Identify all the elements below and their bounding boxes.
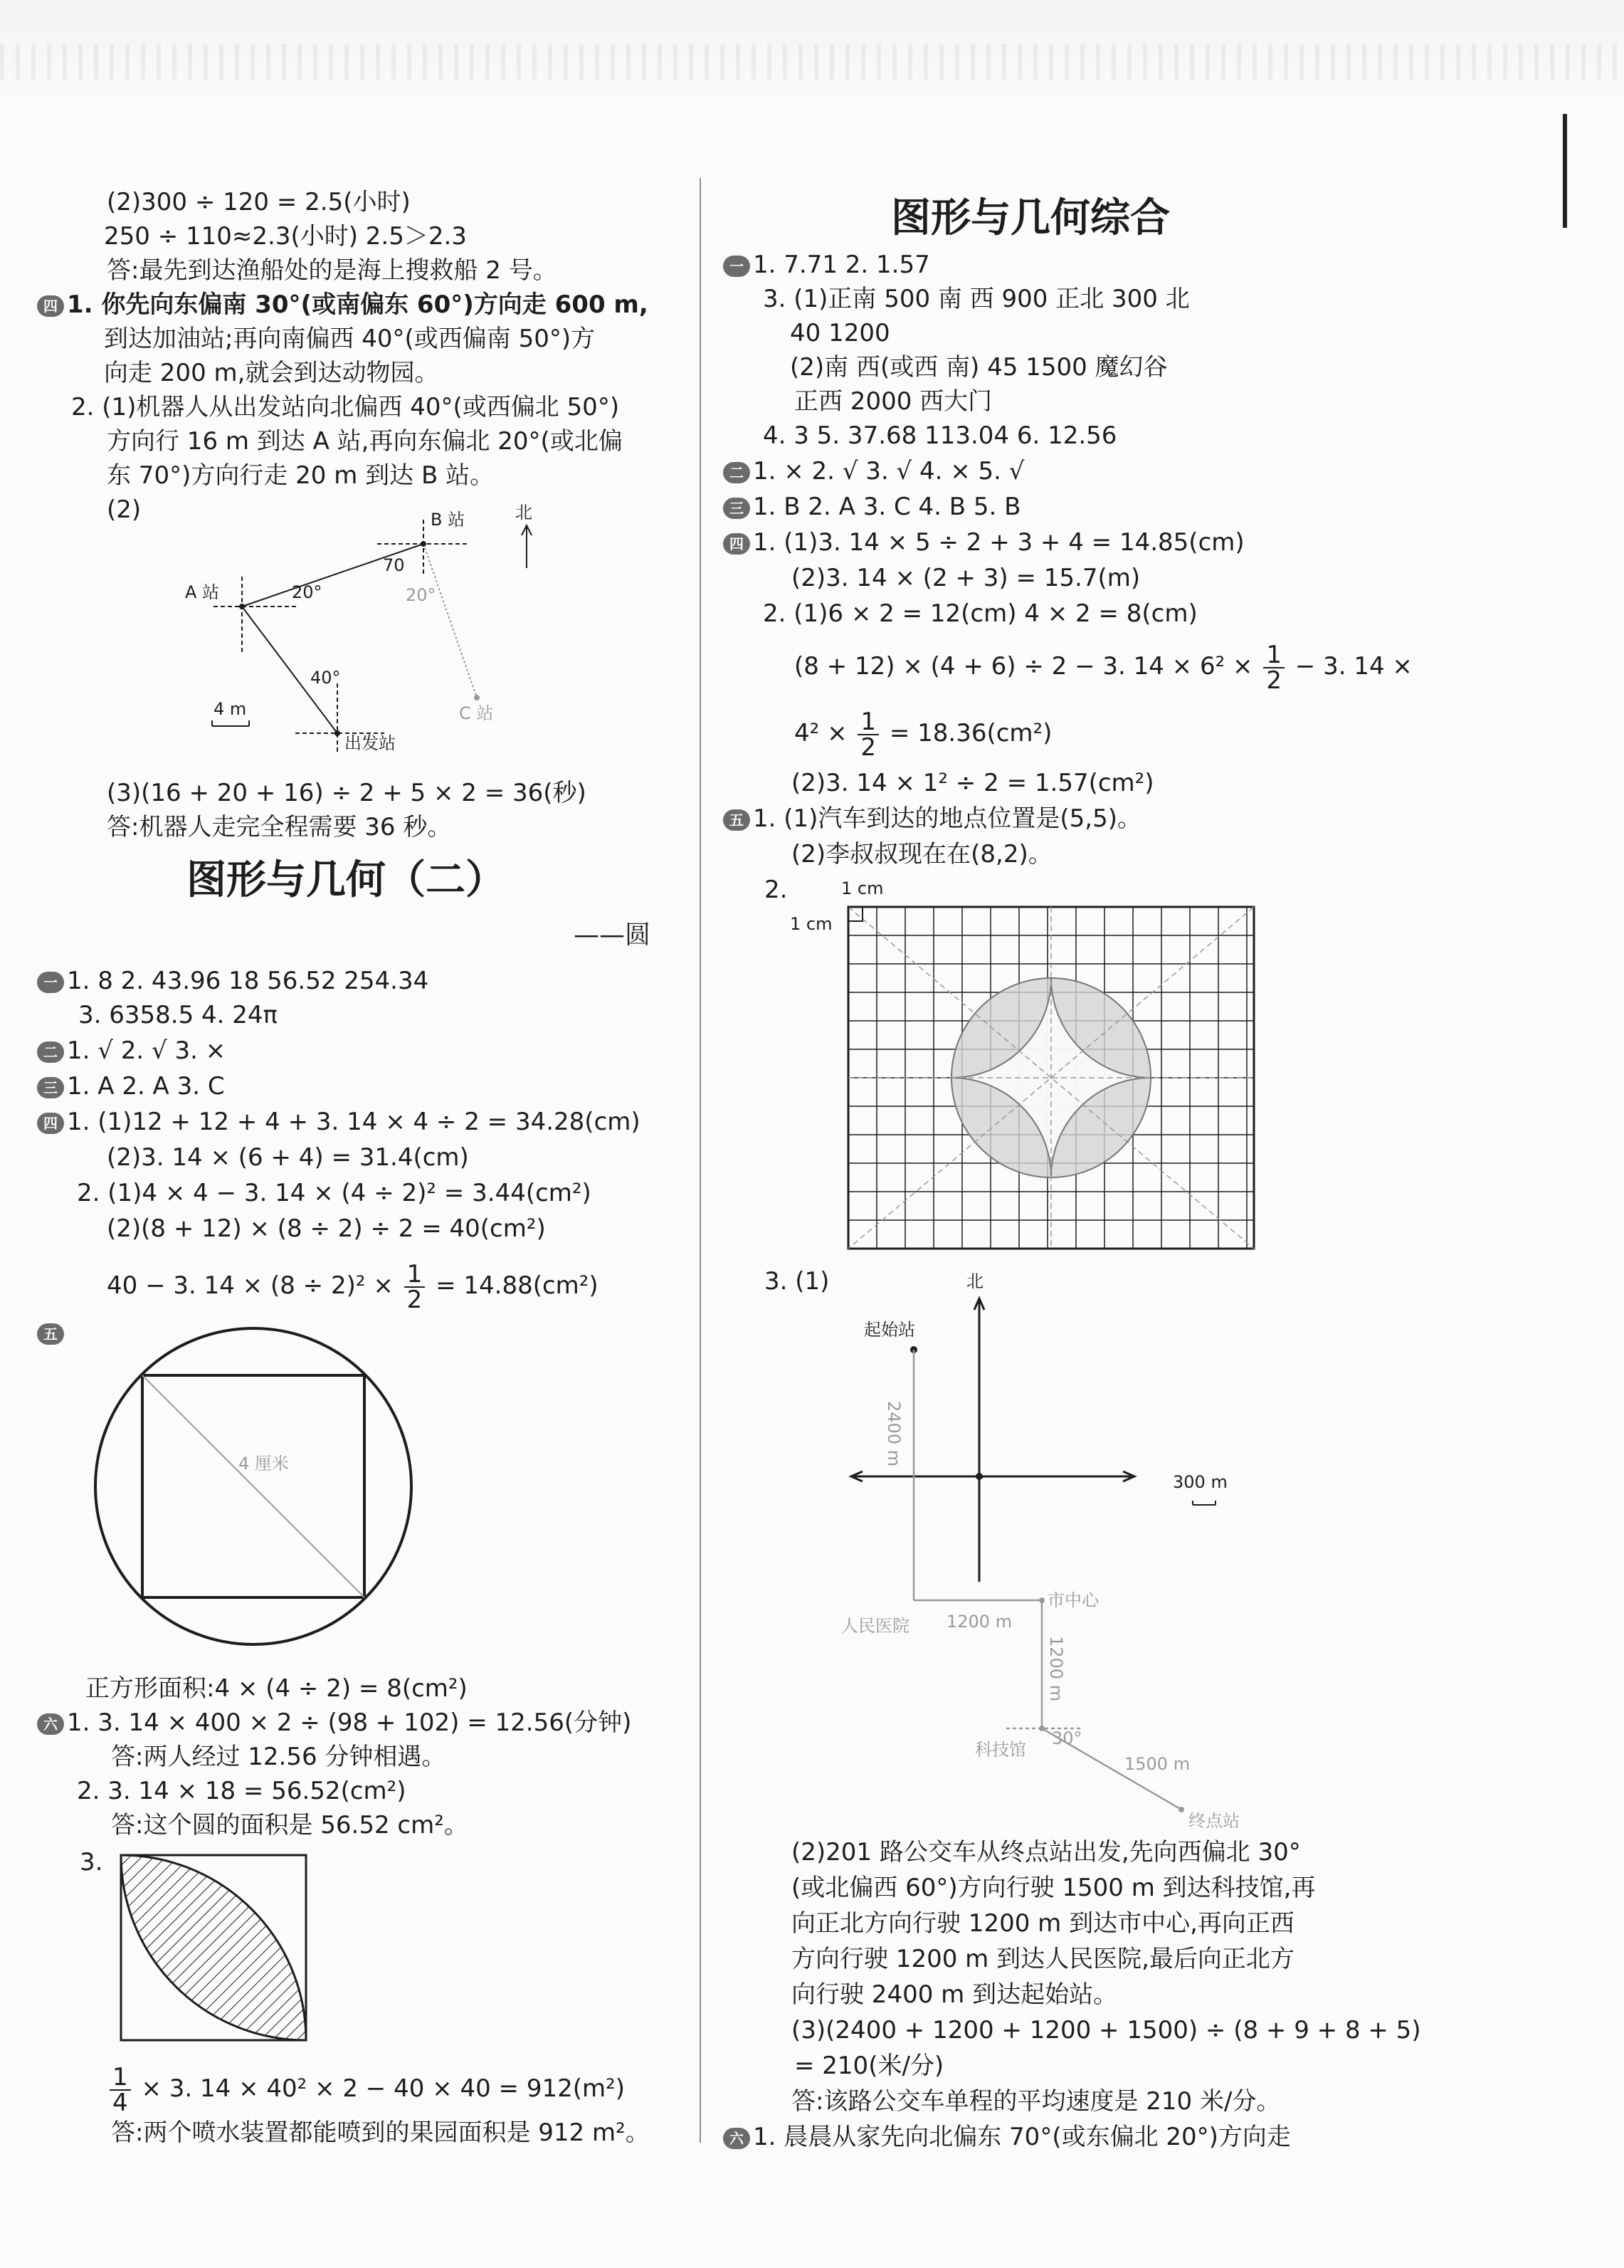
text-line: 向正北方向行驶 1200 m 到达市中心,再向正西 [791, 1909, 1295, 1938]
answer-line: 二 1. × 2. √ 3. √ 4. × 5. √ [723, 456, 1024, 487]
answer-line [37, 1317, 67, 1348]
text-line: (2)南 西(或西 南) 45 1500 魔幻谷 [790, 353, 1168, 382]
section-badge: 四 [37, 295, 64, 317]
label-a-station: A 站 [185, 582, 220, 602]
page-edge-mark [1563, 114, 1567, 228]
section-badge: 一 [37, 972, 64, 993]
text-line: 到达加油站;再向南偏西 40°(或西偏南 50°)方 [104, 325, 596, 353]
text-line: 正方形面积:4 × (4 ÷ 2) = 8(cm²) [85, 1674, 468, 1703]
distance-1500: 1500 m [1124, 1754, 1191, 1774]
scale-label: 300 m [1173, 1472, 1228, 1492]
answer-line: 六 1. 3. 14 × 400 × 2 ÷ (98 + 102) = 12.56(分钟) [37, 1707, 631, 1738]
section-badge: 二 [37, 1041, 64, 1063]
section-badge: 三 [37, 1077, 64, 1098]
origin-station-label: 起始站 [864, 1320, 915, 1340]
text-line: 答:这个圆的面积是 56.52 cm²。 [111, 1811, 468, 1839]
text-line: (2)3. 14 × 1² ÷ 2 = 1.57(cm²) [791, 769, 1154, 797]
text-line: (2)3. 14 × (6 + 4) = 31.4(cm) [107, 1143, 469, 1172]
grid-unit-top: 1 cm [841, 878, 884, 898]
text-line: = 210(米/分) [794, 2052, 944, 2080]
fraction-line: 4² × $\frac{1}{2}$ = 18.36(cm²) [794, 707, 1053, 762]
answer-line: 五 1. (1)汽车到达的地点位置是(5,5)。 [723, 803, 1141, 834]
terminal-label: 终点站 [1188, 1811, 1240, 1831]
section-title: 图形与几何（二） [186, 856, 505, 903]
scan-noise [0, 44, 1624, 80]
section-badge: 四 [723, 533, 750, 555]
text-line: 250 ÷ 110≈2.3(小时) 2.5＞2.3 [104, 222, 467, 251]
label-start-station: 出发站 [344, 733, 396, 753]
answer-line: 三 1. A 2. A 3. C [37, 1071, 225, 1102]
text-line: 正西 2000 西大门 [794, 387, 993, 416]
circle-square-figure [85, 1323, 427, 1650]
section-badge: 二 [723, 462, 750, 483]
distance-1200-a: 1200 m [947, 1612, 1013, 1632]
text-line: 2. (1)6 × 2 = 12(cm) 4 × 2 = 8(cm) [763, 599, 1198, 628]
answer-line: 六 1. 晨晨从家先向北偏东 70°(或东偏北 20°)方向走 [723, 2121, 1291, 2153]
section-badge: 五 [723, 809, 750, 831]
text-line: (2)201 路公交车从终点站出发,先向西偏北 30° [791, 1838, 1301, 1867]
section-4-line: 四 1. 你先向东偏南 30°(或南偏东 60°)方向走 600 m, [37, 289, 648, 320]
fraction-line: 40 − 3. 14 × (8 ÷ 2)² × $\frac{1}{2}$ = 14.88(cm²) [107, 1259, 599, 1314]
distance-1200-b: 1200 m [1046, 1636, 1066, 1702]
angle-20-b: 20° [406, 585, 436, 605]
answer-line: 二 1. √ 2. √ 3. × [37, 1035, 226, 1066]
scale-label: 4 m [213, 699, 247, 719]
section-badge: 三 [723, 498, 750, 519]
north-label: 北 [966, 1271, 984, 1291]
answer-line: 一 1. 7.71 2. 1.57 [723, 249, 930, 280]
text-line: 方向行 16 m 到达 A 站,再向东偏北 20°(或北偏 [107, 427, 623, 456]
text-line: 3. (1) [764, 1267, 830, 1296]
text-line: (2) [107, 495, 142, 524]
subtitle: ——圆 [574, 920, 651, 950]
tech-museum-label: 科技馆 [975, 1740, 1026, 1760]
text-line: 方向行驶 1200 m 到达人民医院,最后向正北方 [791, 1945, 1295, 1973]
city-center-label: 市中心 [1048, 1590, 1099, 1610]
section-badge: 五 [37, 1323, 64, 1345]
fraction: $\frac{1}{2}$ [404, 1262, 426, 1312]
text-line: 3. (1)正南 500 南 西 900 正北 300 北 [763, 285, 1190, 313]
answer-line: 一 1. 8 2. 43.96 18 56.52 254.34 [37, 965, 428, 997]
text-line: (3)(16 + 20 + 16) ÷ 2 + 5 × 2 = 36(秒) [107, 779, 586, 807]
angle-30: 30° [1052, 1728, 1082, 1748]
fraction-line: $\frac{1}{4}$ × 3. 14 × 40² × 2 − 40 × 40 = 912(m²) [107, 2060, 625, 2117]
label-b-station: B 站 [431, 510, 465, 530]
section-badge: 六 [723, 2128, 750, 2149]
answer-line: 四 1. (1)3. 14 × 5 ÷ 2 + 3 + 4 = 14.85(cm) [723, 527, 1245, 558]
angle-40: 40° [310, 668, 341, 688]
fraction: $\frac{1}{2}$ [858, 710, 879, 760]
text-line: (2)(8 + 12) × (8 ÷ 2) ÷ 2 = 40(cm²) [107, 1214, 546, 1243]
text-line: (2)300 ÷ 120 = 2.5(小时) [107, 188, 411, 216]
angle-70: 70 [383, 555, 405, 575]
text-line: 2. 3. 14 × 18 = 56.52(cm²) [77, 1777, 406, 1805]
bus-route-map [818, 1266, 1260, 1835]
fraction: $\frac{1}{2}$ [1263, 643, 1285, 693]
text-line: (3)(2400 + 1200 + 1200 + 1500) ÷ (8 + 9 + 8 + 5) [791, 2016, 1421, 2044]
hospital-label: 人民医院 [841, 1616, 909, 1636]
section-badge: 四 [37, 1113, 64, 1134]
section-badge: 六 [37, 1713, 64, 1735]
text-line: 4. 3 5. 37.68 113.04 6. 12.56 [763, 421, 1117, 450]
grid-unit-left: 1 cm [790, 914, 833, 934]
text-line: 2. (1)机器人从出发站向北偏西 40°(或西偏北 50°) [71, 393, 620, 421]
fraction-line: (8 + 12) × (4 + 6) ÷ 2 − 3. 14 × 6² × $\frac{1}{2}$ − 3. 14 × [794, 640, 1413, 695]
fraction: $\frac{1}{4}$ [110, 2065, 131, 2115]
column-divider [700, 178, 701, 2143]
text-line: 2. [764, 876, 788, 904]
text-line: 东 70°)方向行走 20 m 到达 B 站。 [107, 461, 495, 490]
text-line: 3. 6358.5 4. 24π [78, 1001, 278, 1029]
text-line: (2)李叔叔现在在(8,2)。 [791, 840, 1053, 868]
text-line: 答:两个喷水装置都能喷到的果园面积是 912 m²。 [111, 2119, 650, 2147]
label-c-station: C 站 [459, 703, 494, 723]
text-line: 答:最先到达渔船处的是海上搜救船 2 号。 [107, 256, 557, 285]
answer-line: 三 1. B 2. A 3. C 4. B 5. B [723, 491, 1021, 523]
text-line: (或北偏西 60°)方向行驶 1500 m 到达科技馆,再 [791, 1874, 1316, 1902]
text-line: 2. (1)4 × 4 − 3. 14 × (4 ÷ 2)² = 3.44(cm²) [77, 1179, 591, 1207]
lens-figure [114, 1848, 313, 2047]
distance-2400: 2400 m [884, 1401, 904, 1467]
text-line: 40 1200 [790, 319, 890, 347]
section-title: 图形与几何综合 [891, 194, 1170, 241]
angle-20-a: 20° [292, 582, 322, 602]
answer-line: 四 1. (1)12 + 12 + 4 + 3. 14 × 4 ÷ 2 = 34.28(cm) [37, 1106, 640, 1138]
text-line: 答:该路公交车单程的平均速度是 210 米/分。 [791, 2087, 1281, 2116]
text-line: 3. [80, 1848, 103, 1876]
text-line: 答:机器人走完全程需要 36 秒。 [107, 813, 452, 841]
diagonal-label: 4 厘米 [238, 1454, 289, 1474]
text-line: 答:两人经过 12.56 分钟相遇。 [111, 1743, 446, 1771]
grid-figure [790, 878, 1274, 1263]
text-line: (2)3. 14 × (2 + 3) = 15.7(m) [791, 564, 1141, 592]
text-line: 向行驶 2400 m 到达起始站。 [791, 1980, 1118, 2009]
text-line: 向走 200 m,就会到达动物园。 [104, 359, 439, 387]
north-label: 北 [515, 503, 532, 523]
section-badge: 一 [723, 256, 750, 277]
robot-route-figure [171, 498, 541, 769]
